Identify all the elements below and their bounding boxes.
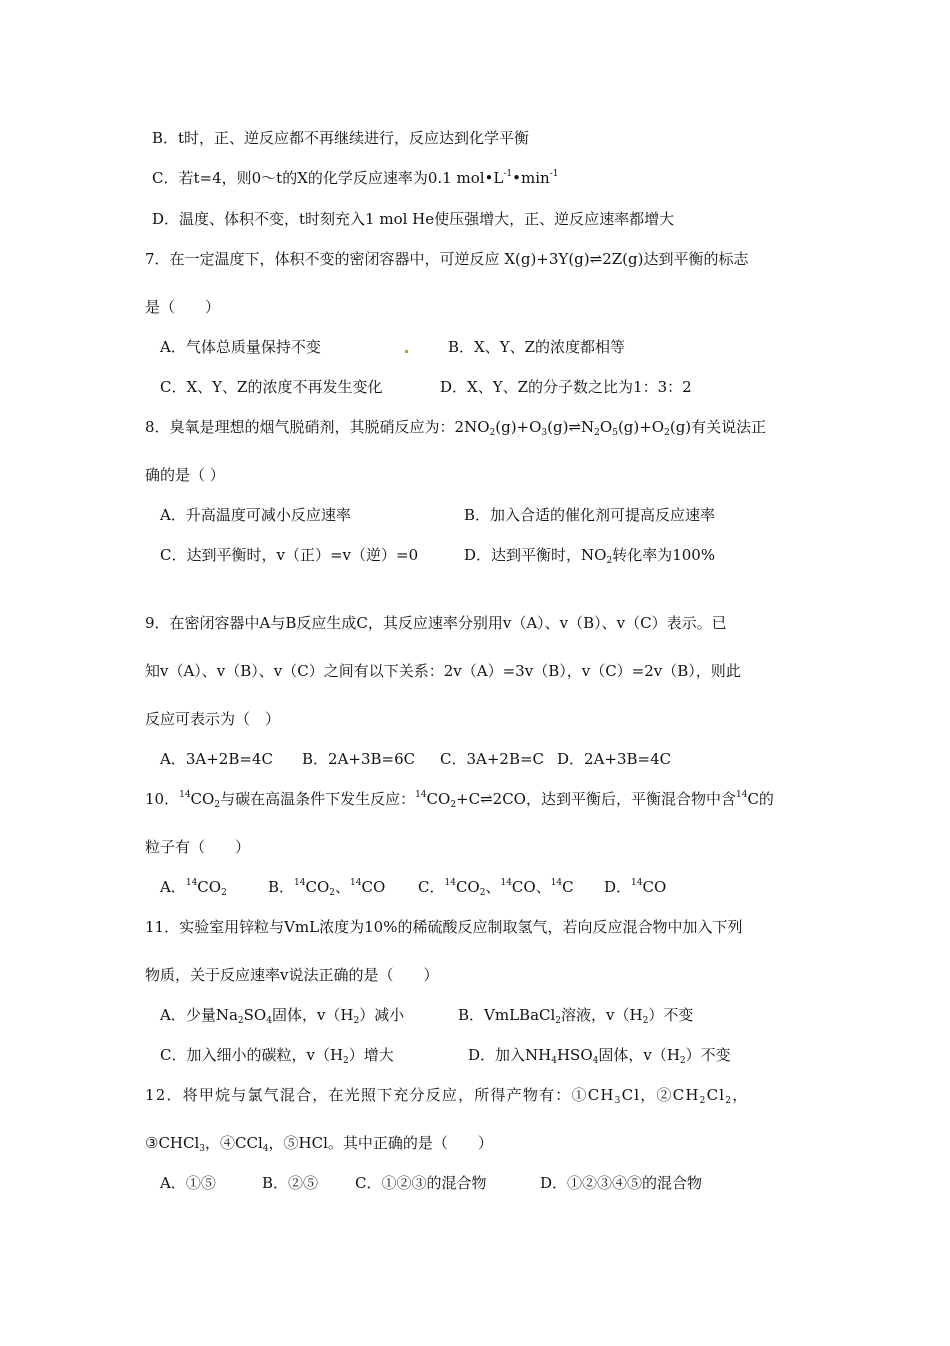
q7-stem-line1: 7．在一定温度下，体积不变的密闭容器中，可逆反应 X(g)+3Y(g)⇌2Z(g)达到平衡的标志 xyxy=(145,250,749,268)
q9-stem-line2: 知v（A）、v（B）、v（C）之间有以下关系：2v（A）=3v（B），v（C）=2v（B），则此 xyxy=(145,662,741,680)
q9-option-a: A．3A+2B=4C xyxy=(160,750,273,768)
q12-option-a: A．①⑤ xyxy=(160,1174,216,1192)
q12-option-b: B．②⑤ xyxy=(262,1174,319,1192)
q10-option-b: B．$^{14}CO_2$、$^{14}$CO xyxy=(268,878,386,898)
q9-option-b: B．2A+3B=6C xyxy=(302,750,416,768)
q11-option-a: A．少量$Na_2SO_4$固体，$v(H_2)$减小 xyxy=(160,1006,405,1026)
q11-option-c: C．加入细小的碳粒，$v(H_2)$增大 xyxy=(160,1046,394,1066)
q6-option-d: D．温度、体积不变，t时刻充入1 mol He使压强增大，正、逆反应速率都增大 xyxy=(152,210,675,228)
q9-option-c: C．3A+2B=C xyxy=(440,750,545,768)
q8-stem-line2: 确的是（ ） xyxy=(145,466,225,484)
q7-option-b: B．X、Y、Z的浓度都相等 xyxy=(448,338,626,356)
q12-stem-line2: ③CHCl$_3$，④CCl$_4$，⑤HCl。其中正确的是（ ） xyxy=(145,1134,493,1154)
q8-option-a: A．升高温度可减小反应速率 xyxy=(160,506,351,524)
q6-option-b: B．t时，正、逆反应都不再继续进行，反应达到化学平衡 xyxy=(152,129,530,147)
q7-option-c: C．X、Y、Z的浓度不再发生变化 xyxy=(160,378,383,396)
q8-option-c: C．达到平衡时，v（正）=v（逆）=0 xyxy=(160,546,419,564)
q9-stem-line3: 反应可表示为（ ） xyxy=(145,710,281,728)
q12-option-d: D．①②③④⑤的混合物 xyxy=(540,1174,703,1192)
q12-stem-line1: 12．将甲烷与氯气混合，在光照下充分反应，所得产物有：$①CH_3Cl$，$②CH_2Cl_2$， xyxy=(145,1086,749,1106)
q8-option-d: D．达到平衡时，$NO_2$转化率为100% xyxy=(464,546,716,566)
q11-option-b: B．VmLBaCl$_2$溶液，$v(H_2)$不变 xyxy=(458,1006,694,1026)
q12-option-c: C．①②③的混合物 xyxy=(355,1174,487,1192)
q7-stem-line2: 是（ ） xyxy=(145,298,221,316)
q6-option-c: C．若t=4，则0～t的X的化学反应速率为0.1 $mol•L^{-1}•\min^{-1}$ xyxy=(152,169,559,187)
q10-option-a: A．$^{14}CO_2$ xyxy=(160,878,227,898)
q10-option-c: C．$^{14}CO_2$、$^{14}$CO、$^{14}$C xyxy=(418,878,574,898)
q10-option-d: D．$^{14}$CO xyxy=(604,878,667,896)
q11-stem-line2: 物质，关于反应速率v说法正确的是（ ） xyxy=(145,966,439,984)
stray-dot-mark xyxy=(405,350,408,353)
q10-stem-line1: 10．$^{14}CO_2$与碳在高温条件下发生反应：$^{14}CO_2+C\rightleftharpoons 2CO$，达到平衡后，平衡混合物中含$^{14}$C的 xyxy=(145,790,774,810)
q8-stem-line1: 8．臭氧是理想的烟气脱硝剂，其脱硝反应为：$2NO_2(g)+O_3(g)\rightleftharpoons N_2O_5(g)+O_2(g)$有关说法正 xyxy=(145,418,767,438)
q7-option-a: A．气体总质量保持不变 xyxy=(160,338,321,356)
q9-option-d: D．2A+3B=4C xyxy=(557,750,672,768)
q7-option-d: D．X、Y、Z的分子数之比为1：3：2 xyxy=(440,378,692,396)
q9-stem-line1: 9．在密闭容器中A与B反应生成C，其反应速率分别用v（A）、v（B）、v（C）表示。已 xyxy=(145,614,727,632)
q8-option-b: B．加入合适的催化剂可提高反应速率 xyxy=(464,506,716,524)
q11-option-d: D．加入$NH_4HSO_4$固体，$v(H_2)$不变 xyxy=(468,1046,731,1066)
q11-stem-line1: 11．实验室用锌粒与VmL浓度为10%的稀硫酸反应制取氢气，若向反应混合物中加入下列 xyxy=(145,918,743,936)
q10-stem-line2: 粒子有（ ） xyxy=(145,838,251,856)
